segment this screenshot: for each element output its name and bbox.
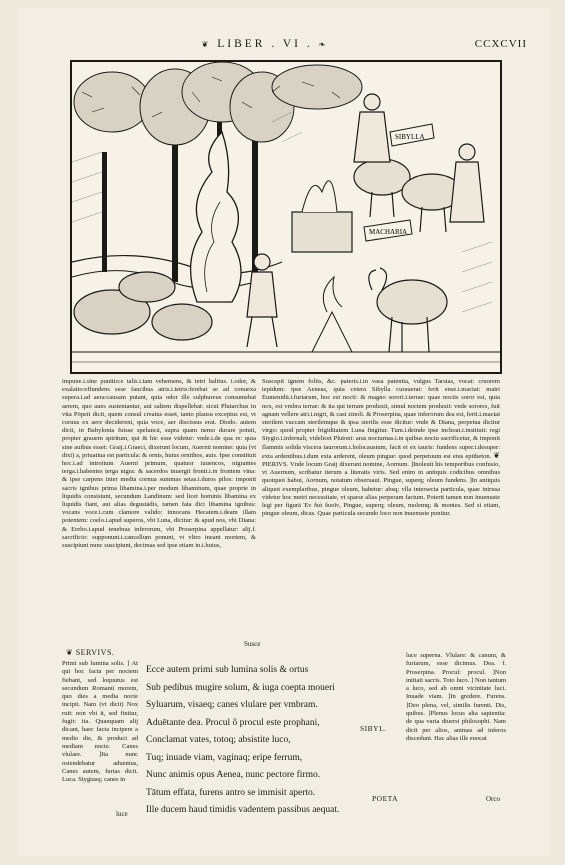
banner-sibylla-label: SIBYLLA <box>395 133 425 141</box>
folio-number: CCXCVII <box>474 38 527 50</box>
fleuron-left-icon: ❦ <box>201 40 212 49</box>
servius-heading: SERVIVS. <box>75 648 115 657</box>
running-head-text: LIBER . VI . <box>217 38 313 50</box>
verse-line: Tuq; inuade viam, vaginaq; eripe ferrum, <box>146 752 303 763</box>
verse-line: Aduētante dea. Procul ô procul este prophani, <box>146 717 320 728</box>
fleuron-pierius-icon: ❦ <box>493 450 500 460</box>
speaker-tag-sibyl: SIBYL. <box>360 724 387 733</box>
verse-block <box>146 662 399 820</box>
commentary-right-column <box>262 378 500 640</box>
servius-heading-wrapper <box>66 648 114 657</box>
woodcut-drawing <box>72 62 500 372</box>
verse-line: Syluarum, visaeq; canes vlulare per vmbram. <box>146 700 318 710</box>
woodcut-illustration <box>70 60 502 374</box>
commentary-left-column: impune.i.sine punitio:e talis.i.tam vehemens, & tetri halitus. i.odor, & exalatio:effundens sese faucibus atris.i.tetris:ferebat se ad conuexa supera.i.ad aera:causam putant, quia odor ille sulphureus consumebat aerem, quo aues sustentantur, aut saltem dispellebat: sicut Plutarchus in vita Pōpeii dicit, quem consul creatus esset, tanto plausu exceptus est, vt coruus ex aere deciderent, quia voce, aer discissus erat. Diodo. autem dicit, in Babylonia fuisse speluncā, supra quam nemo durare potuit, propter grauem spiritum, qui & hic esse videtur: vnde.i.de qua re: quia sine auibus esset: Graij.i.Graeci, dixerunt locum, Auernū nomine: quia (vt dixi) a, priuatiua est particula: & ornis, huius ornithos, auis. Ipse constituit hoc.i.ad introitum Auerni primum, quatuor iuuencos, nigrantes terga.i.habentes terga nigra: & sacerdos inuergit fronti.i.in frontem vina: & ipse carpens inter media cornua summas setas.i.duros pilos: imponit sacris ignibus prima libamina.i.per modum libaminum, quae proprie in liquidis consistunt, secundum Landinum: sed licet hominis libamina ex liquidis fiant, aut alias degustādis, tamen fata dici libamina ignibus: vocans voce.i.cum clamore valido: innocans Hecatem.i.deam illam potentem: coelo.i.apud superos, vbi Luna, dicitur: & apud nos, vbi Diana: & Erebo.i.apud tenebras inferorum, vbi Proserpina appellatur: alij.f. sacrificio: supponunt.i.cancellum ponunt, vt vltro ineant mortem, & suscipiunt nunc suscipiunt, decimas sed ipse etiam in.i.huius, <box>62 378 256 550</box>
verse-line: Nunc animis opus Aenea, nunc pectore firmo. <box>146 770 321 780</box>
verse-line: Tātum effata, furens antro se immisit aperto. <box>146 787 316 798</box>
banner-macharia-label: MACHARIA <box>369 228 408 236</box>
verse-line: Conclamat vates, totoq; absistite luco, <box>146 735 291 745</box>
fleuron-servius-icon: ❦ <box>66 648 76 657</box>
pierius-heading: PIERIVS. <box>262 461 289 469</box>
catchword-orco: Orco <box>486 795 500 803</box>
catchword-susce: Susce <box>244 640 261 648</box>
verse-line: Ecce autem primi sub lumina solis & ortus <box>146 665 309 675</box>
running-head <box>150 38 380 50</box>
verse-line: Sub pedibus mugire solum, & iuga coepta moueri <box>146 682 335 693</box>
gloss-right-column: luce superna. Vlulare: & canum, & furiarum, esse dicimus. Dea. f. Proserpina. Procul: procul. ]Non initiati sacris. Toto luco. ] Non tantum a luco, sed ab omni vicinitate luci. Inuade viam. ]In gredere. Furens. ]Deo plena, vel, similis furenti. Dis, quibus. ]Plenus locus alta sapientia: de qua varia diuersi philosophi. Nam dicit per alios, animas ad inferos discedunt. Hac alias ille euocat <box>406 652 506 742</box>
fleuron-right-icon: ❧ <box>318 40 329 49</box>
catchword-luce: luce <box>116 810 128 818</box>
verse-line: Ille ducem haud timidis vadentem passibus aequat. <box>146 805 340 815</box>
commentary-right-text: Suscepit ignem foliis, &c. pateris.i.in vasa patentia, vulgus Tarsias, vocat: cruorem tepidum: ipse Aeneas, quia cetera Sibylla curauerat: ferit ense.i.mactat: matri Eumenidū.i.furiarum, hoc est nocti: & magno sorori.i.terrae: quae noctis soror est, quia nox, est vmbra terrae: & ita qui terram produxit, simul noctem produxit: vnde sorores, fuit agnam vellere atri.i.nigri, & casi zinoli. & Proserpina, quae inferorum dea est, ferit.i.mactat sterilem vaccam sterilemque & ipsa sterilis esse dicitur: vnde & Diana, perpetua dicitur virgo: quod propter frigiditatem Luna fingitur. Tum.i.deinde ipse inchoat.i.instituit: regi Stygio.i.infernali, videlicet Plutoni: aras nocturnas.i.in quibus noctu sacrificetur, & imponit flammis solida viscera taurorum.i.holocaustum, facit ei ex tauris: fundens super.i.desuper: exta ardentibus.i.dum exta arderent, oleum pingue: quod perpetuum est eius epitheton. <box>262 378 500 460</box>
pierius-commentary: Vnde locum Graij dixerunt nomine, Aornum. ]Inoleuit his temporibus confusio, vt Auernum, scribatur iterum a literatis viris. Sed enim in antiquis codicibus omnibus quotquot habui, Aornum, notatum obseruaui. Pingue, superq; oleum fundens. ]In antiquis aliquot exemplaribus, pingue oleum, habetur: absq; vlla intersecta particula, quae intrusa videtur hoc metri necessitate, vt sparse alias perperam factum. Poterit tamen non inuenuste legi per figurā Ἐν διὰ δυοῖν, Pingue, superq; oleum, molemq; & montes. Sed si etiam, pingue oleum, dicas. Quae particula secundo loco non inuenuste ponitur. <box>262 461 500 518</box>
gloss-left-column: Primi sub lumina solis. ] At qui hoc facta per noctem fiebant, sed loquutus est secundum Romanū morem, quo dies a media nocte incipit. Nam (vt dicit) Nox ruit: non vbi it, sed finitur, fugit: ita. Quanquam alij dicant, haec facta incipere a medio die, & produci ad mediam nocte. Canes vlulare. ]Ita nunc ostendebatur aduentus, Canes autem, furias dicit. Luca. Stygiasq; canes in <box>62 660 138 784</box>
speaker-tag-poeta: POETA <box>372 794 399 803</box>
